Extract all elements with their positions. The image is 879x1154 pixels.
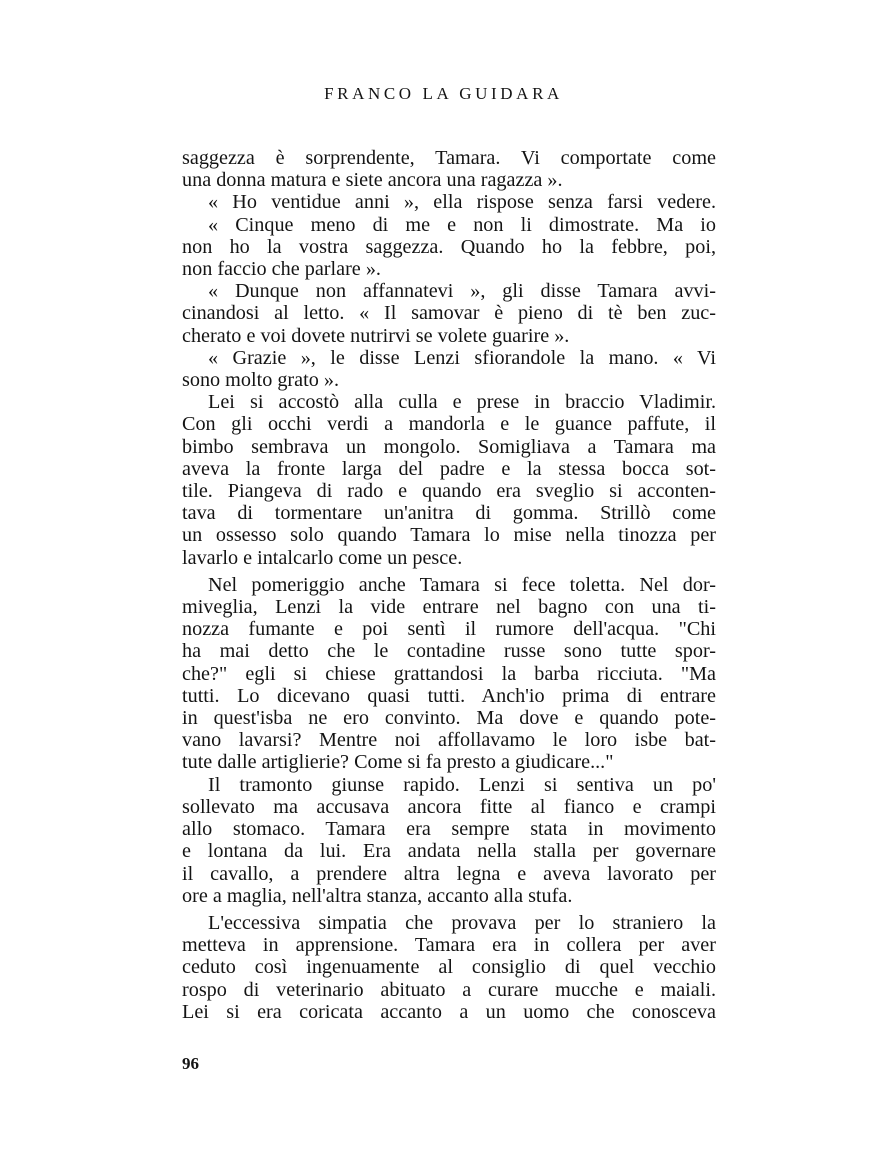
text-line: e lontana da lui. Era andata nella stalla per governare [182,840,716,863]
text-line: nozza fumante e poi sentì il rumore dell'acqua. "Chi [182,618,716,641]
text-line: « Grazie », le disse Lenzi sfiorandole la mano. « Vi [208,346,716,369]
text-line: « Dunque non affannatevi », gli disse Tamara avvi- [208,280,716,303]
text-line: rospo di veterinario abituato a curare mucche e maiali. [182,978,716,1001]
text-line: sollevato ma accusava ancora fitte al fianco e crampi [182,795,716,818]
text-line: bimbo sembrava un mongolo. Somigliava a Tamara ma [182,435,716,458]
text-line: L'eccessiva simpatia che provava per lo straniero la [208,911,716,934]
paragraph [182,280,716,347]
text-line: sono molto grato ». [182,369,340,392]
text-line: vano lavarsi? Mentre noi affollavamo le loro isbe bat- [182,729,716,752]
text-line: Il tramonto giunse rapido. Lenzi si sentiva un po' [208,773,716,796]
text-line: una donna matura e siete ancora una ragazza ». [182,169,563,192]
text-line: ha mai detto che le contadine russe sono tutte spor- [182,640,716,663]
text-line: Lei si era coricata accanto a un uomo che conosceva [182,1000,716,1023]
text-line: tutti. Lo dicevano quasi tutti. Anch'io prima di entrare [182,684,716,707]
page-number: 96 [182,1054,199,1073]
text-line: lavarlo e intalcarlo come un pesce. [182,546,463,569]
paragraph [182,574,716,774]
text-line: il cavallo, a prendere altra legna e aveva lavorato per [182,862,716,885]
text-line: ceduto così ingenuamente al consiglio di quel vecchio [182,956,716,979]
text-line: tute dalle artiglierie? Come si fa presto a giudicare..." [182,751,614,774]
running-header: FRANCO LA GUIDARA [324,84,563,103]
text-line: Nel pomeriggio anche Tamara si fece toletta. Nel dor- [208,573,716,596]
paragraph [182,147,716,191]
text-line: miveglia, Lenzi la vide entrare nel bagno con una ti- [182,596,716,619]
text-line: aveva la fronte larga del padre e la stessa bocca sot- [182,457,716,480]
text-line: metteva in apprensione. Tamara era in collera per aver [182,934,716,957]
text-line: saggezza è sorprendente, Tamara. Vi comportate come [182,147,716,169]
text-line: allo stomaco. Tamara era sempre stata in movimento [182,818,716,841]
paragraph [182,774,716,907]
body-text [182,147,716,1023]
text-line: Con gli occhi verdi a mandorla e le guance paffute, il [182,413,716,436]
paragraph [182,912,716,1023]
text-line: Lei si accostò alla culla e prese in braccio Vladimir. [208,391,716,414]
paragraph [182,347,716,391]
paragraph [182,391,716,569]
paragraph [182,191,716,213]
text-line: cherato e voi dovete nutrirvi se volete guarire ». [182,324,570,347]
text-line: in quest'isba ne ero convinto. Ma dove e quando pote- [182,707,716,730]
text-line: ore a maglia, nell'altra stanza, accanto alla stufa. [182,884,573,907]
paragraph [182,214,716,281]
text-line: non ho la vostra saggezza. Quando ho la febbre, poi, [182,235,716,258]
text-line: « Cinque meno di me e non li dimostrate. Ma io [208,213,716,236]
text-line: tile. Piangeva di rado e quando era sveglio si acconten- [182,480,716,503]
text-line: che?" egli si chiese grattandosi la barba ricciuta. "Ma [182,662,716,685]
text-line: tava di tormentare un'anitra di gomma. Strillò come [182,502,716,525]
text-line: cinandosi al letto. « Il samovar è pieno di tè ben zuc- [182,302,716,325]
text-line: non faccio che parlare ». [182,258,381,281]
text-line: un ossesso solo quando Tamara lo mise nella tinozza per [182,524,716,547]
text-line: « Ho ventidue anni », ella rispose senza farsi vedere. [208,191,716,214]
